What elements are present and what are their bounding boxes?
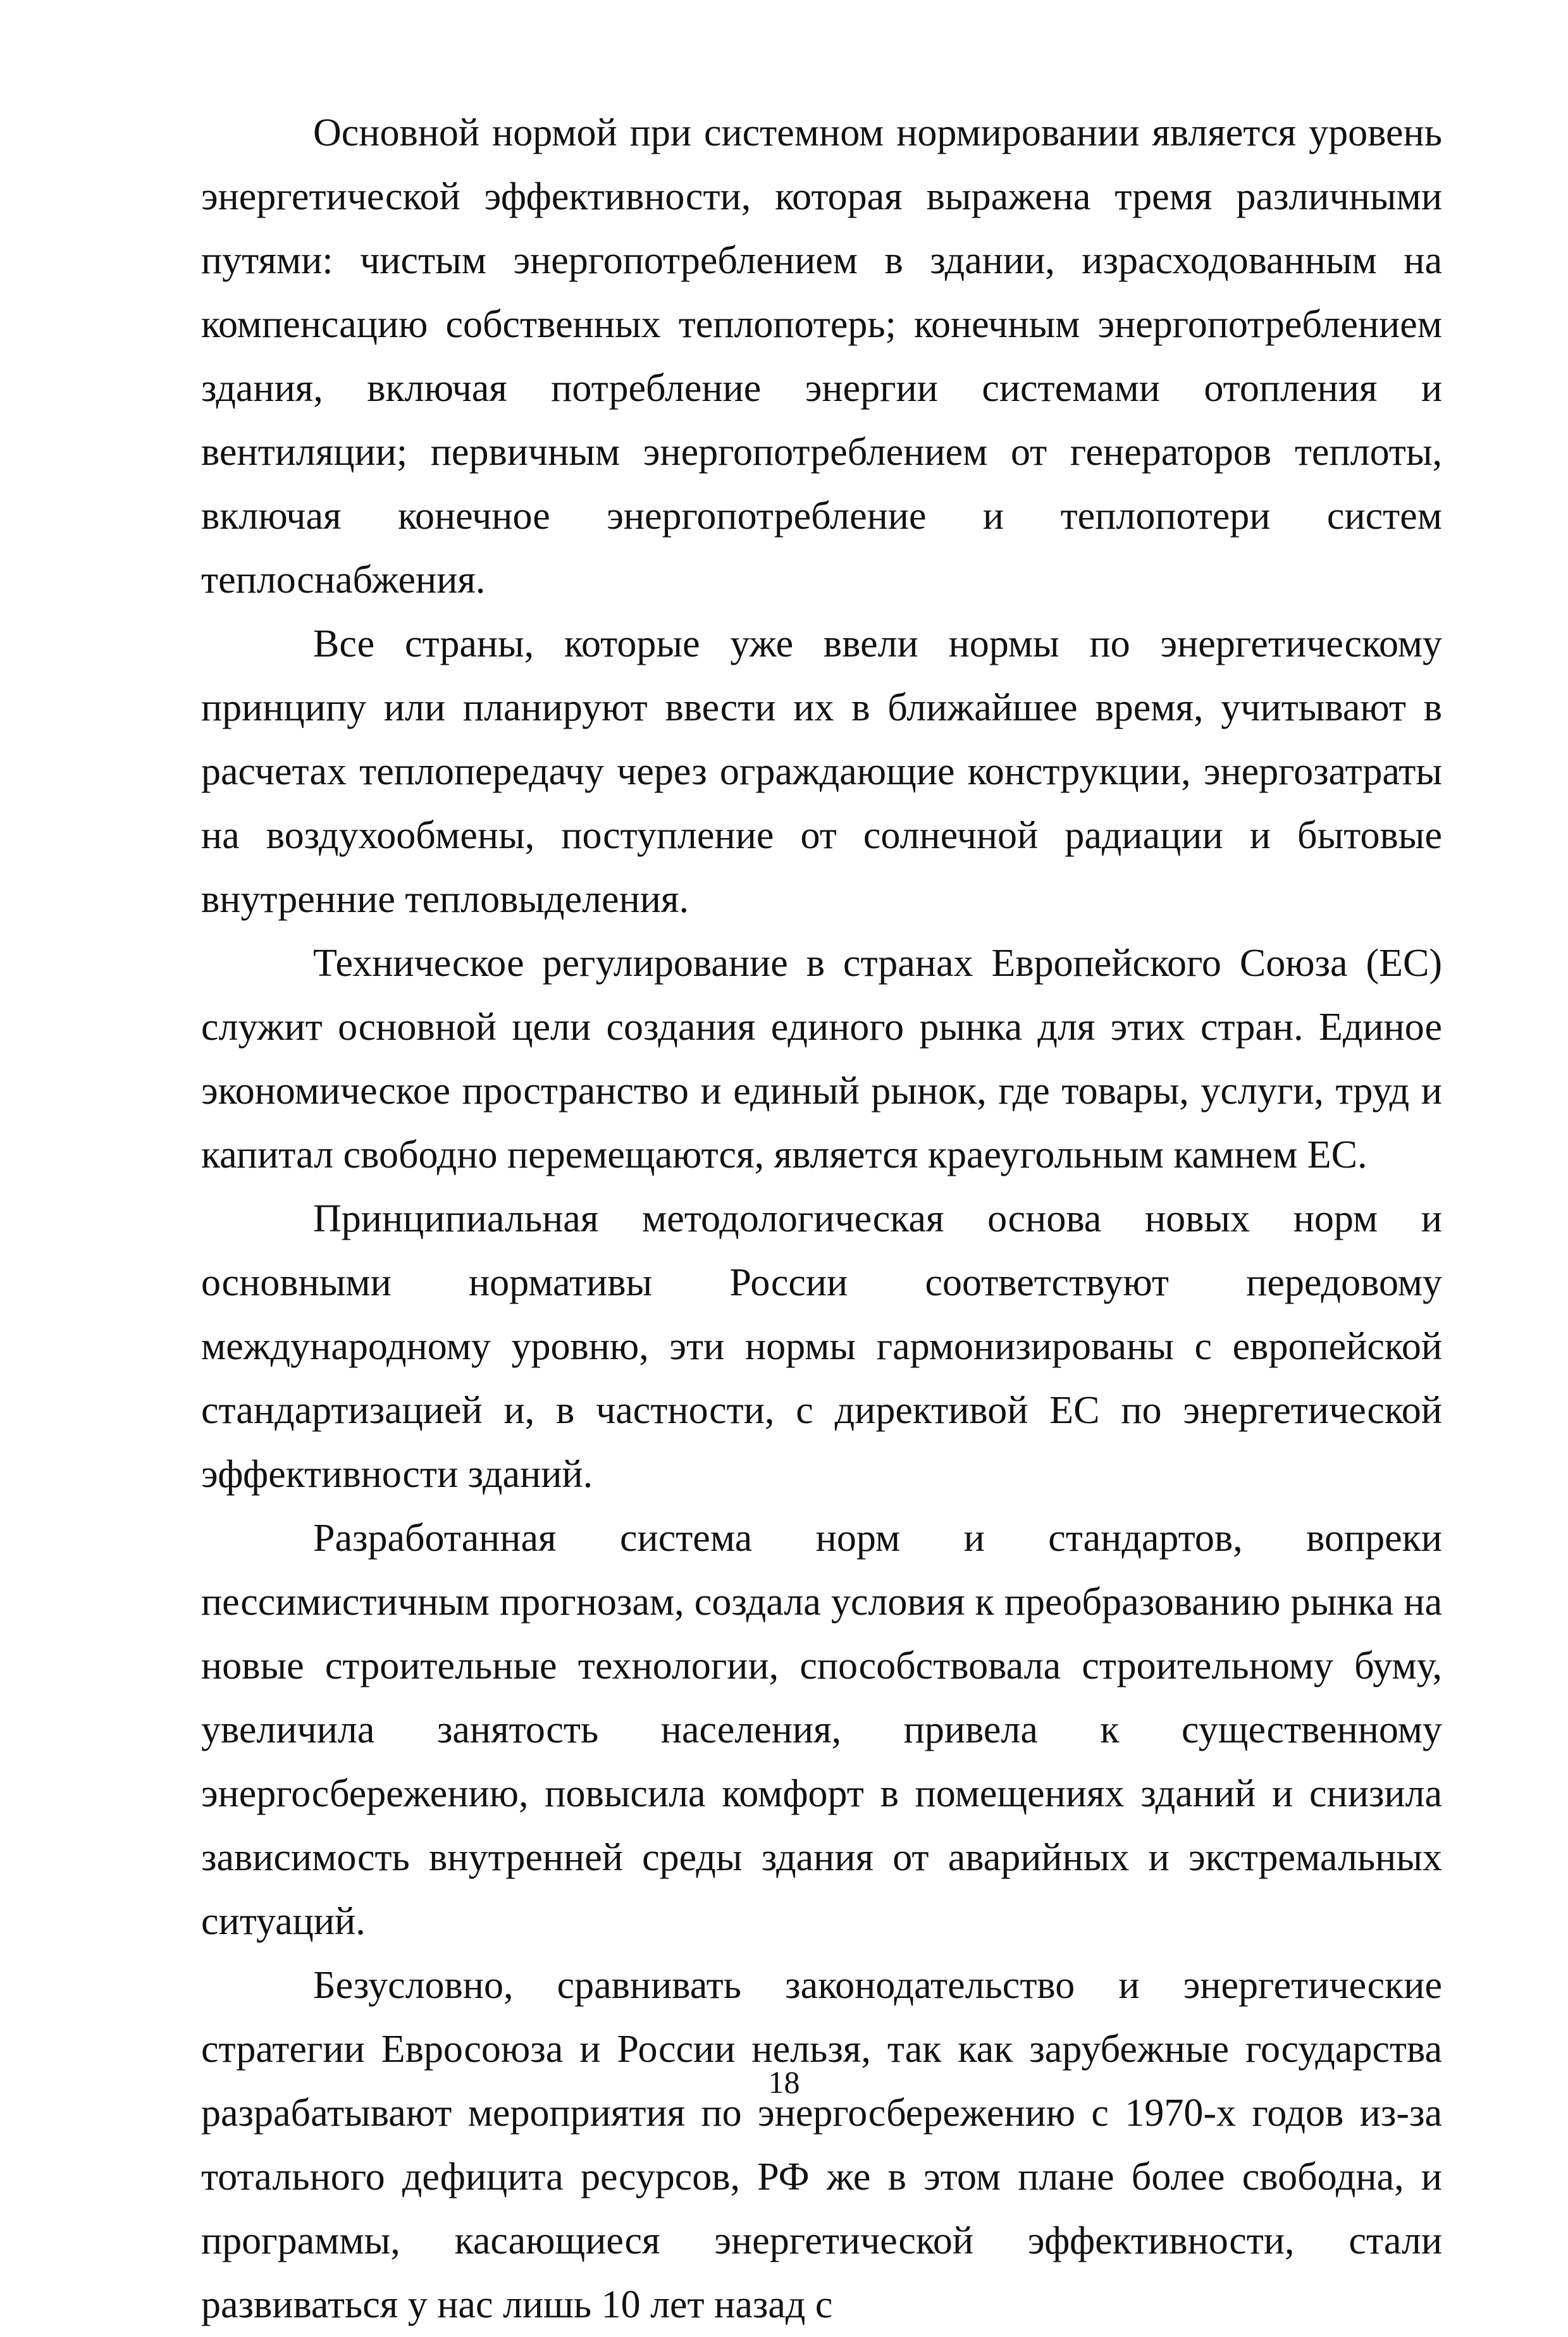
paragraph-3: Техническое регулирование в странах Европейского Союза (ЕС) служит основной цели создания единого рынка для этих стран. Единое экономическое пространство и единый рынок, где товары, услуги, труд и капитал свободно перемещаются, является краеугольным камнем ЕС. xyxy=(201,942,1442,1176)
paragraph-1: Основной нормой при системном нормировании является уровень энергетической эффективности, которая выражена тремя различными путями: чистым энергопотреблением в здании, израсходованным на компенсацию собственных теплопотерь; конечным энергопотреблением здания, включая потребление энергии системами отопления и вентиляции; первичным энергопотреблением от генераторов теплоты, включая конечное энергопотребление и теплопотери систем теплоснабжения. xyxy=(201,111,1442,601)
paragraph-5: Разработанная система норм и стандартов, вопреки пессимистичным прогнозам, создала условия к преобразованию рынка на новые строительные технологии, способствовала строительному буму, увеличила занятость населения, привела к существенному энергосбережению, повысила комфорт в помещениях зданий и снизила зависимость внутренней среды здания от аварийных и экстремальных ситуаций. xyxy=(201,1517,1442,1943)
paragraph-6: Безусловно, сравнивать законодательство и энергетические стратегии Евросоюза и России нельзя, так как зарубежные государства разрабатывают мероприятия по энергосбережению с 1970-х годов из-за тотального дефицита ресурсов, РФ же в этом плане более свободна, и программы, касающиеся энергетической эффективности, стали развиваться у нас лишь 10 лет назад с xyxy=(201,1964,1442,2326)
paragraph-2: Все страны, которые уже ввели нормы по энергетическому принципу или планируют ввести их в ближайшее время, учитывают в расчетах теплопередачу через ограждающие конструкции, энергозатраты на воздухообмены, поступление от солнечной радиации и бытовые внутренние тепловыделения. xyxy=(201,622,1442,921)
text-body xyxy=(201,101,1442,2337)
paragraph-4: Принципиальная методологическая основа новых норм и основными нормативы России соответствуют передовому международному уровню, эти нормы гармонизированы с европейской стандартизацией и, в частности, с директивой ЕС по энергетической эффективности зданий. xyxy=(201,1197,1442,1496)
page-number: 18 xyxy=(768,2064,800,2100)
